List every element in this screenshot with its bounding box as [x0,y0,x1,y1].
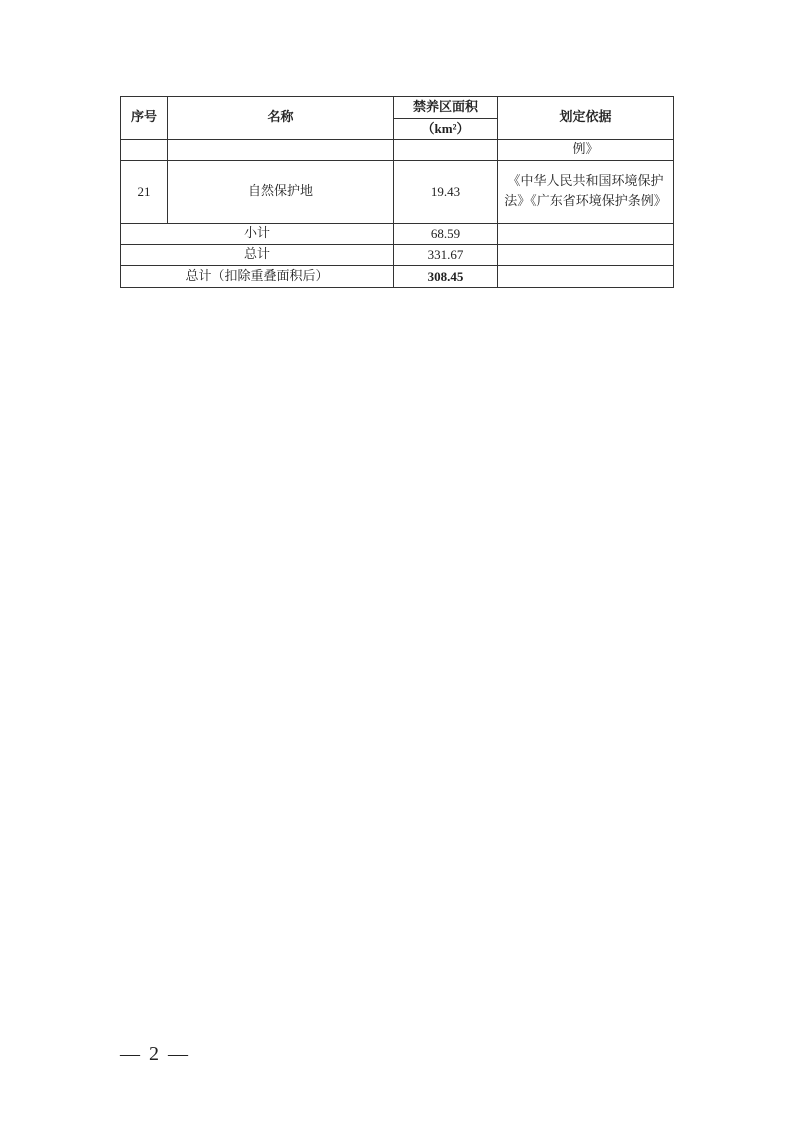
row-name [168,140,394,161]
prohibited-zone-table [120,96,674,288]
row-seq: 21 [121,161,168,224]
subtotal-basis [498,224,674,245]
total-row [121,245,674,266]
header-name: 名称 [168,97,394,140]
net-total-value: 308.45 [394,266,498,288]
header-area: 禁养区面积 [394,97,498,119]
total-basis [498,245,674,266]
header-area-unit: （km²） [394,119,498,140]
row-basis: 《中华人民共和国环境保护法》《广东省环境保护条例》 [498,161,674,224]
table-row [121,140,674,161]
row-basis: 例》 [498,140,674,161]
net-total-basis [498,266,674,288]
net-total-row [121,266,674,288]
subtotal-label: 小计 [121,224,394,245]
subtotal-value: 68.59 [394,224,498,245]
subtotal-row [121,224,674,245]
row-area [394,140,498,161]
table-row [121,161,674,224]
header-seq: 序号 [121,97,168,140]
row-seq [121,140,168,161]
net-total-label: 总计（扣除重叠面积后） [121,266,394,288]
page-number: — 2 — [120,1043,190,1065]
row-name: 自然保护地 [168,161,394,224]
total-label: 总计 [121,245,394,266]
total-value: 331.67 [394,245,498,266]
row-area: 19.43 [394,161,498,224]
header-basis: 划定依据 [498,97,674,140]
